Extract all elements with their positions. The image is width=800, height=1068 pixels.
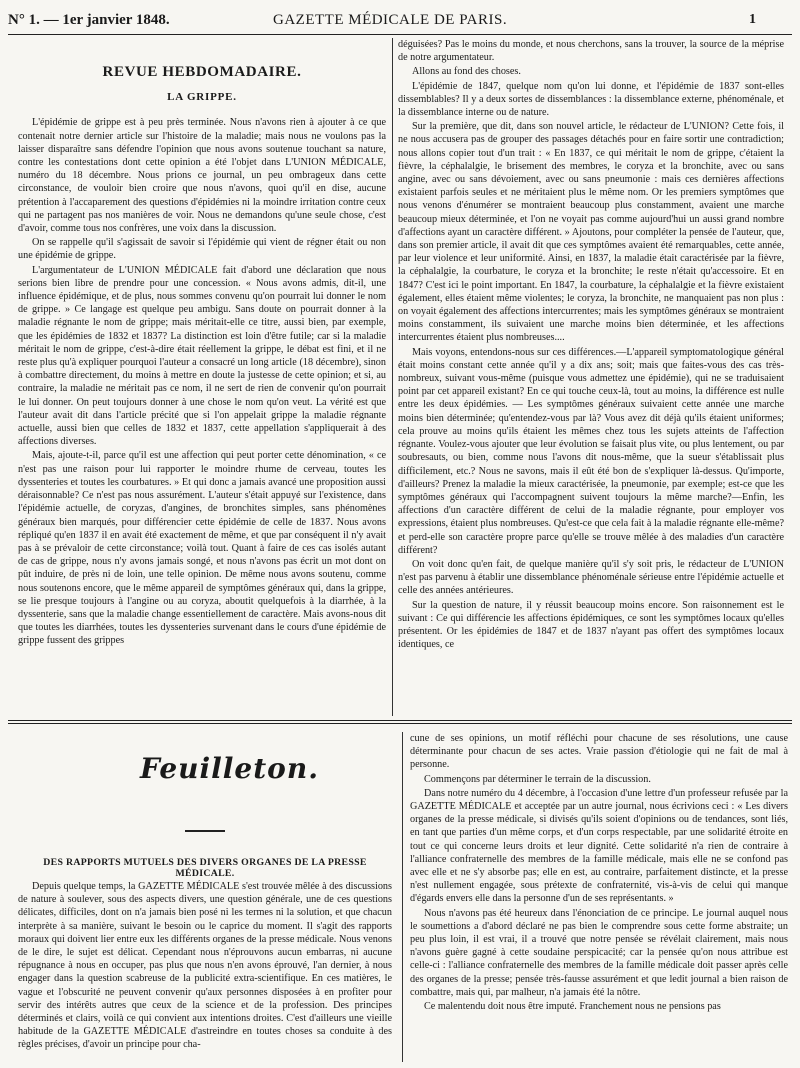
- feuilleton-divider-secondary: [8, 723, 792, 724]
- column-rule-top: [392, 38, 393, 716]
- feuilleton-subtitle: DES RAPPORTS MUTUELS DES DIVERS ORGANES DE LA PRESSE MÉDICALE.: [43, 857, 367, 879]
- revue-paragraph: Sur la question de nature, il y réussit beaucoup moins encore. Son raisonnement est le suivant : Ce qui différencie les affections épidémiques, ce sont les symptômes locaux qu'elles présentent. Or les épidémies de 1847 et de 1837 n'ayant pas offert des symptômes locaux identiques, ce: [398, 599, 784, 651]
- revue-paragraph: Allons au fond des choses.: [412, 66, 521, 78]
- feuilleton-left-column: [18, 880, 392, 1066]
- revue-paragraph: L'épidémie de grippe est à peu près terminée. Nous n'avons rien à ajouter à ce que contenait notre dernier article sur l'histoire de la maladie; mais nous ne voulons pas la laisser disparaître sans défendre l'opinion que nous avons soutenue touchant sa nature, contre les contestations dont cette opinion a été l'objet dans L'UNION MÉDICALE, numéro du 18 décembre. Nous prions ce journal, un peu ombrageux dans cette circonstance, de vouloir bien croire que nous n'avons, quoi qu'il en dise, aucune prétention à l'accaparement des questions d'épidémies ni la moindre irritation contre ceux qui ne partagent pas nos manières de voir. Nous ne demandons qu'une seule chose, c'est d'avoir, comme tous nos confrères, une voix dans la discussion.: [18, 117, 386, 235]
- issue-date: N° 1. — 1er janvier 1848.: [8, 12, 170, 28]
- revue-paragraph: On se rappelle qu'il s'agissait de savoir si l'épidémie qui vient de régner était ou non une épidémie de grippe.: [18, 237, 386, 262]
- revue-paragraph: Mais voyons, entendons-nous sur ces différences.—L'appareil symptomatologique général était moins constant cette année qu'il y a dix ans; soit; mais que faites-vous des cas très-nombreux, suivant vous-même (puisque vous admettez une épidémie), qui ne se traduisaient point par cet appareil existant? En ce qui touche ceux-là, tout au moins, la différence est nulle entre les deux épidémies. — Les symptômes généraux suivaient cette année une marche moins bien déterminée; qu'entendez-vous par là? Vous avez dit déjà qu'ils étaient uniformes; cela prouve au moins qu'ils étaient les mêmes chez tous les sujets atteints de l'affection régnante. Voulez-vous ajouter que leur évolution se faisait plus vite, ou plus lentement, ou par soubresauts, ou bien, comme nous l'avons dit nous-même, que la sueur s'établissait plus difficilement, etc.? Nous ne savons, mais il eût été bon de s'expliquer là-dessus. Qu'importe, d'ailleurs? Prenez la maladie la mieux caractérisée, la pneumonie, par exemple; est-ce que les symptômes généraux qui l'accompagnent suivent toujours la même marche?—Enfin, les affections d'un caractère différent de celui de la maladie régnante, pour employer vos expressions, étaient plus nombreuses. Qu'est-ce que cela fait à la maladie régnante elle-même? et perd-elle son caractère propre parce qu'elle se trouve mêlée à des maladies d'un caractère différent?: [398, 346, 784, 556]
- feuilleton-paragraph: Depuis quelque temps, la GAZETTE MÉDICALE s'est trouvée mêlée à des discussions de nature à soulever, sous des aspects divers, une question générale, une de ces questions délicates, difficiles, dont on n'a jamais bien posé ni les termes ni la solution, et que chacun interprète à sa manière, suivant le besoin ou le caprice du moment. Il s'agit des rapports moraux qui doivent lier entre eux les différents organes de la presse médicale. Nous venons de le dire, le sujet est délicat. Cependant nous n'éprouvons aucun embarras, ni aucune répugnance à nous en occuper, pas plus que nous n'en avons éprouvé, l'an dernier, à nous engager dans la question scabreuse de la publicité extra-scientifique. En ces matières, le vague et l'obscurité ne peuvent convenir qu'aux personnes disposées à en profiter pour servir des intérêts autres que ceux de la science et de la profession. Des principes déterminés et clairs, voilà ce qui convient aux intentions droites. C'est d'ailleurs une vieille habitude de la GAZETTE MÉDICALE d'astreindre en toutes choses sa conduite à des règles précises, d'avoir un principe pour cha-: [18, 881, 392, 1051]
- revue-paragraph: On voit donc qu'en fait, de quelque manière qu'il s'y soit pris, le rédacteur de L'UNION n'est pas parvenu à établir une dissemblance phénoménale sérieuse entre l'épidémie actuelle et celle des années antérieures.: [398, 558, 784, 597]
- revue-paragraph: Sur la première, que dit, dans son nouvel article, le rédacteur de L'UNION? Cette fois, il ne nous accusera pas de grouper des passages détachés pour en faire sortir une contradiction; nous allons copier tout d'un trait : « En 1837, ce qui méritait le nom de grippe, c'étaient la fièvre, la céphalalgie, le brisement des membres, le coryza et la bronchite, avec ou sans angine, avec ou sans dévoiement, avec ou sans pneumonie : mais ces dernières affections existaient parfois seules et ne méritaient plus le même nom. Or les premiers symptômes que nous venons d'énumérer se montraient beaucoup plus constamment, avaient une marche beaucoup mieux déterminée, et l'on ne voyait pas comme aujourd'hui un aussi grand nombre d'affections ayant un caractère différent. » Ajoutons, pour compléter la pensée de l'auteur, que, dans son premier article, il avait dit que ces symptômes avaient été remarquables, cette année, par leur violence et leur uniformité. Ainsi, en 1837, la maladie était caractérisée par la fièvre, la céphalalgie, la courbature, le coryza et la bronchite; le reste n'était qu'accessoire. Et en 1847? C'est ici le point important. En 1847, la courbature, la céphalalgie et la fièvre existaient également, elles étaient même violentes; le coryza, la bronchite, ne manquaient pas non plus : on voyait également des affections intercurrentes; mais les symptômes généraux se montraient moins constamment, ils suivaient une marche moins bien déterminée, et les affections intercurrentes étaient plus nombreuses....: [398, 121, 784, 344]
- feuilleton-right-column: [410, 732, 788, 1064]
- feuilleton-title: Feuilleton.: [140, 752, 319, 785]
- revue-paragraph: L'épidémie de 1847, quelque nom qu'on lui donne, et l'épidémie de 1837 sont-elles dissemblables? Il y a deux sortes de dissemblances : la dissemblance externe, phénoménale, et la dissemblance interne ou de nature.: [398, 80, 784, 119]
- revue-left-column: [18, 64, 386, 716]
- page-number: 1: [749, 12, 756, 27]
- column-rule-bottom: [402, 732, 403, 1062]
- feuilleton-paragraph: Ce malentendu doit nous être imputé. Franchement nous ne pensions pas: [424, 1001, 721, 1013]
- feuilleton-paragraph: Nous n'avons pas été heureux dans l'énonciation de ce principe. Le journal auquel nous le soumettions a d'abord déclaré ne pas bien le comprendre sous cette forme abstraite; un peu plus loin, il est vrai, il a trouvé que notre pensée se révélait clairement, mais nous n'avons guère gagné à cette soudaine perspicacité; car la pensée qu'on nous attribue est celle-ci : l'alliance confraternelle des membres de la famille médicale doit passer après celle des organes de la presse; pensée très-fausse assurément et que ledit journal a bien raison de combattre, mais qui, par malheur, n'a jamais été la nôtre.: [410, 907, 788, 998]
- revue-paragraph: déguisées? Pas le moins du monde, et nous cherchons, sans la trouver, la source de la méprise de notre argumentateur.: [398, 39, 784, 64]
- journal-title: GAZETTE MÉDICALE DE PARIS.: [273, 12, 508, 28]
- revue-right-column: [398, 38, 784, 716]
- revue-paragraph: Mais, ajoute-t-il, parce qu'il est une affection qui peut porter cette dénomination, « ce n'est pas une raison pour lui rapporter le moindre rhume de cerveau, toutes les dyssenteries et toutes les courbatures. » Et qui donc a jamais avancé une proposition aussi déraisonnable? Ce n'est pas nous assurément. L'auteur s'était appuyé sur l'existence, dans l'épidémie actuelle, de coryzas, d'angines, de bronchites simples, sans phénomènes généraux bien marqués, pour différencier cette épidémie de celle de 1837. Nous avons répliqué qu'en 1837 il en avait été exactement de même, et que par conséquent il n'y avait pas à se prévaloir de cette circonstance; voilà tout. Quant à faire de ces cas isolés autant de cas de grippe, nous n'y avons jamais songé, et nous n'avons pas écrit un mot dont on pût induire, de près ni de loin, une telle opinion. De même nous avons soutenu, comme nous soutenons encore, que le même appareil de symptômes généraux qui, dans la grippe, se lie presque toujours à l'angine ou au coryza, aboutit quelquefois à la diarrhée, à la dyssenterie, sans que la maladie change essentiellement de caractère. Mais avons-nous dit que toutes les diarrhées, toutes les dyssenteries survenant dans le cours d'une épidémie de grippe fussent des grippes: [18, 450, 386, 647]
- revue-paragraph: L'argumentateur de L'UNION MÉDICALE fait d'abord une déclaration que nous serions bien libre de prendre pour une concession. « Nous avons admis, dit-il, une influence épidémique, et de plus, nous sommes convenu qu'on pourrait lui donner le nom de grippe. » Ce langage est quelque peu ambigu. Sans doute on pourrait donner à la maladie régnante le nom de grippe; mais méritait-elle ce titre, aussi bien, par exemple, que les épidémies de 1832 et 1837? La distinction est loin d'être futile; car si la maladie méritait le nom de grippe, c'est-à-dire était réellement la grippe, le débat est fini, et il ne reste plus qu'à expliquer pourquoi l'auteur a consacré un long article (18 décembre), sinon à combattre directement, du moins à mettre en doute la justesse de cette opinion; et si, au contraire, la maladie ne méritait pas ce nom, il ne sert de rien de convenir qu'on pourrait le lui donner. On peut toujours donner à une chose le nom qu'on veut. La vérité est que l'auteur avait dit dans l'article précité que si l'on appelait grippe la maladie régnante actuelle, aussi bien que celles de 1832 et 1837, cette appellation s'appliquerait à des affections diverses.: [18, 264, 386, 448]
- feuilleton-title-rule: [185, 830, 225, 832]
- feuilleton-paragraph: cune de ses opinions, un motif réfléchi pour chacune de ses résolutions, une cause déterminante pour chacun de ses actes. Vraie passion d'étiologie qui ne fait de mal à personne.: [410, 733, 788, 771]
- feuilleton-paragraph: Dans notre numéro du 4 décembre, à l'occasion d'une lettre d'un professeur refusée par la GAZETTE MÉDICALE et acceptée par un autre journal, nous écrivions ceci : « Les divers organes de la presse médicale, si divisés qu'ils soient d'opinions ou de tendances, sont liés, en tant que parties d'un même corps, et d'un corps respectable, par une solidarité étroite en tout ce qui concerne leurs droits et leur dignité. Cette solidarité n'a rien de contraire à l'alliance confraternelle des membres de la famille médicale, mais elle ne se confond pas avec elle et ne s'y absorbe pas; elle en est, au contraire, parfaitement distincte, et la presse n'est nullement engagée, sous prétexte de confraternité, vis-à-vis de celui qui manque d'égards envers elle dans la personne d'un de ses représentants. »: [410, 787, 788, 905]
- page-header: [8, 6, 792, 35]
- revue-title: REVUE HEBDOMADAIRE.: [102, 64, 302, 80]
- revue-subtitle: LA GRIPPE.: [167, 91, 237, 104]
- feuilleton-divider: [8, 720, 792, 721]
- feuilleton-paragraph: Commençons par déterminer le terrain de la discussion.: [424, 773, 651, 785]
